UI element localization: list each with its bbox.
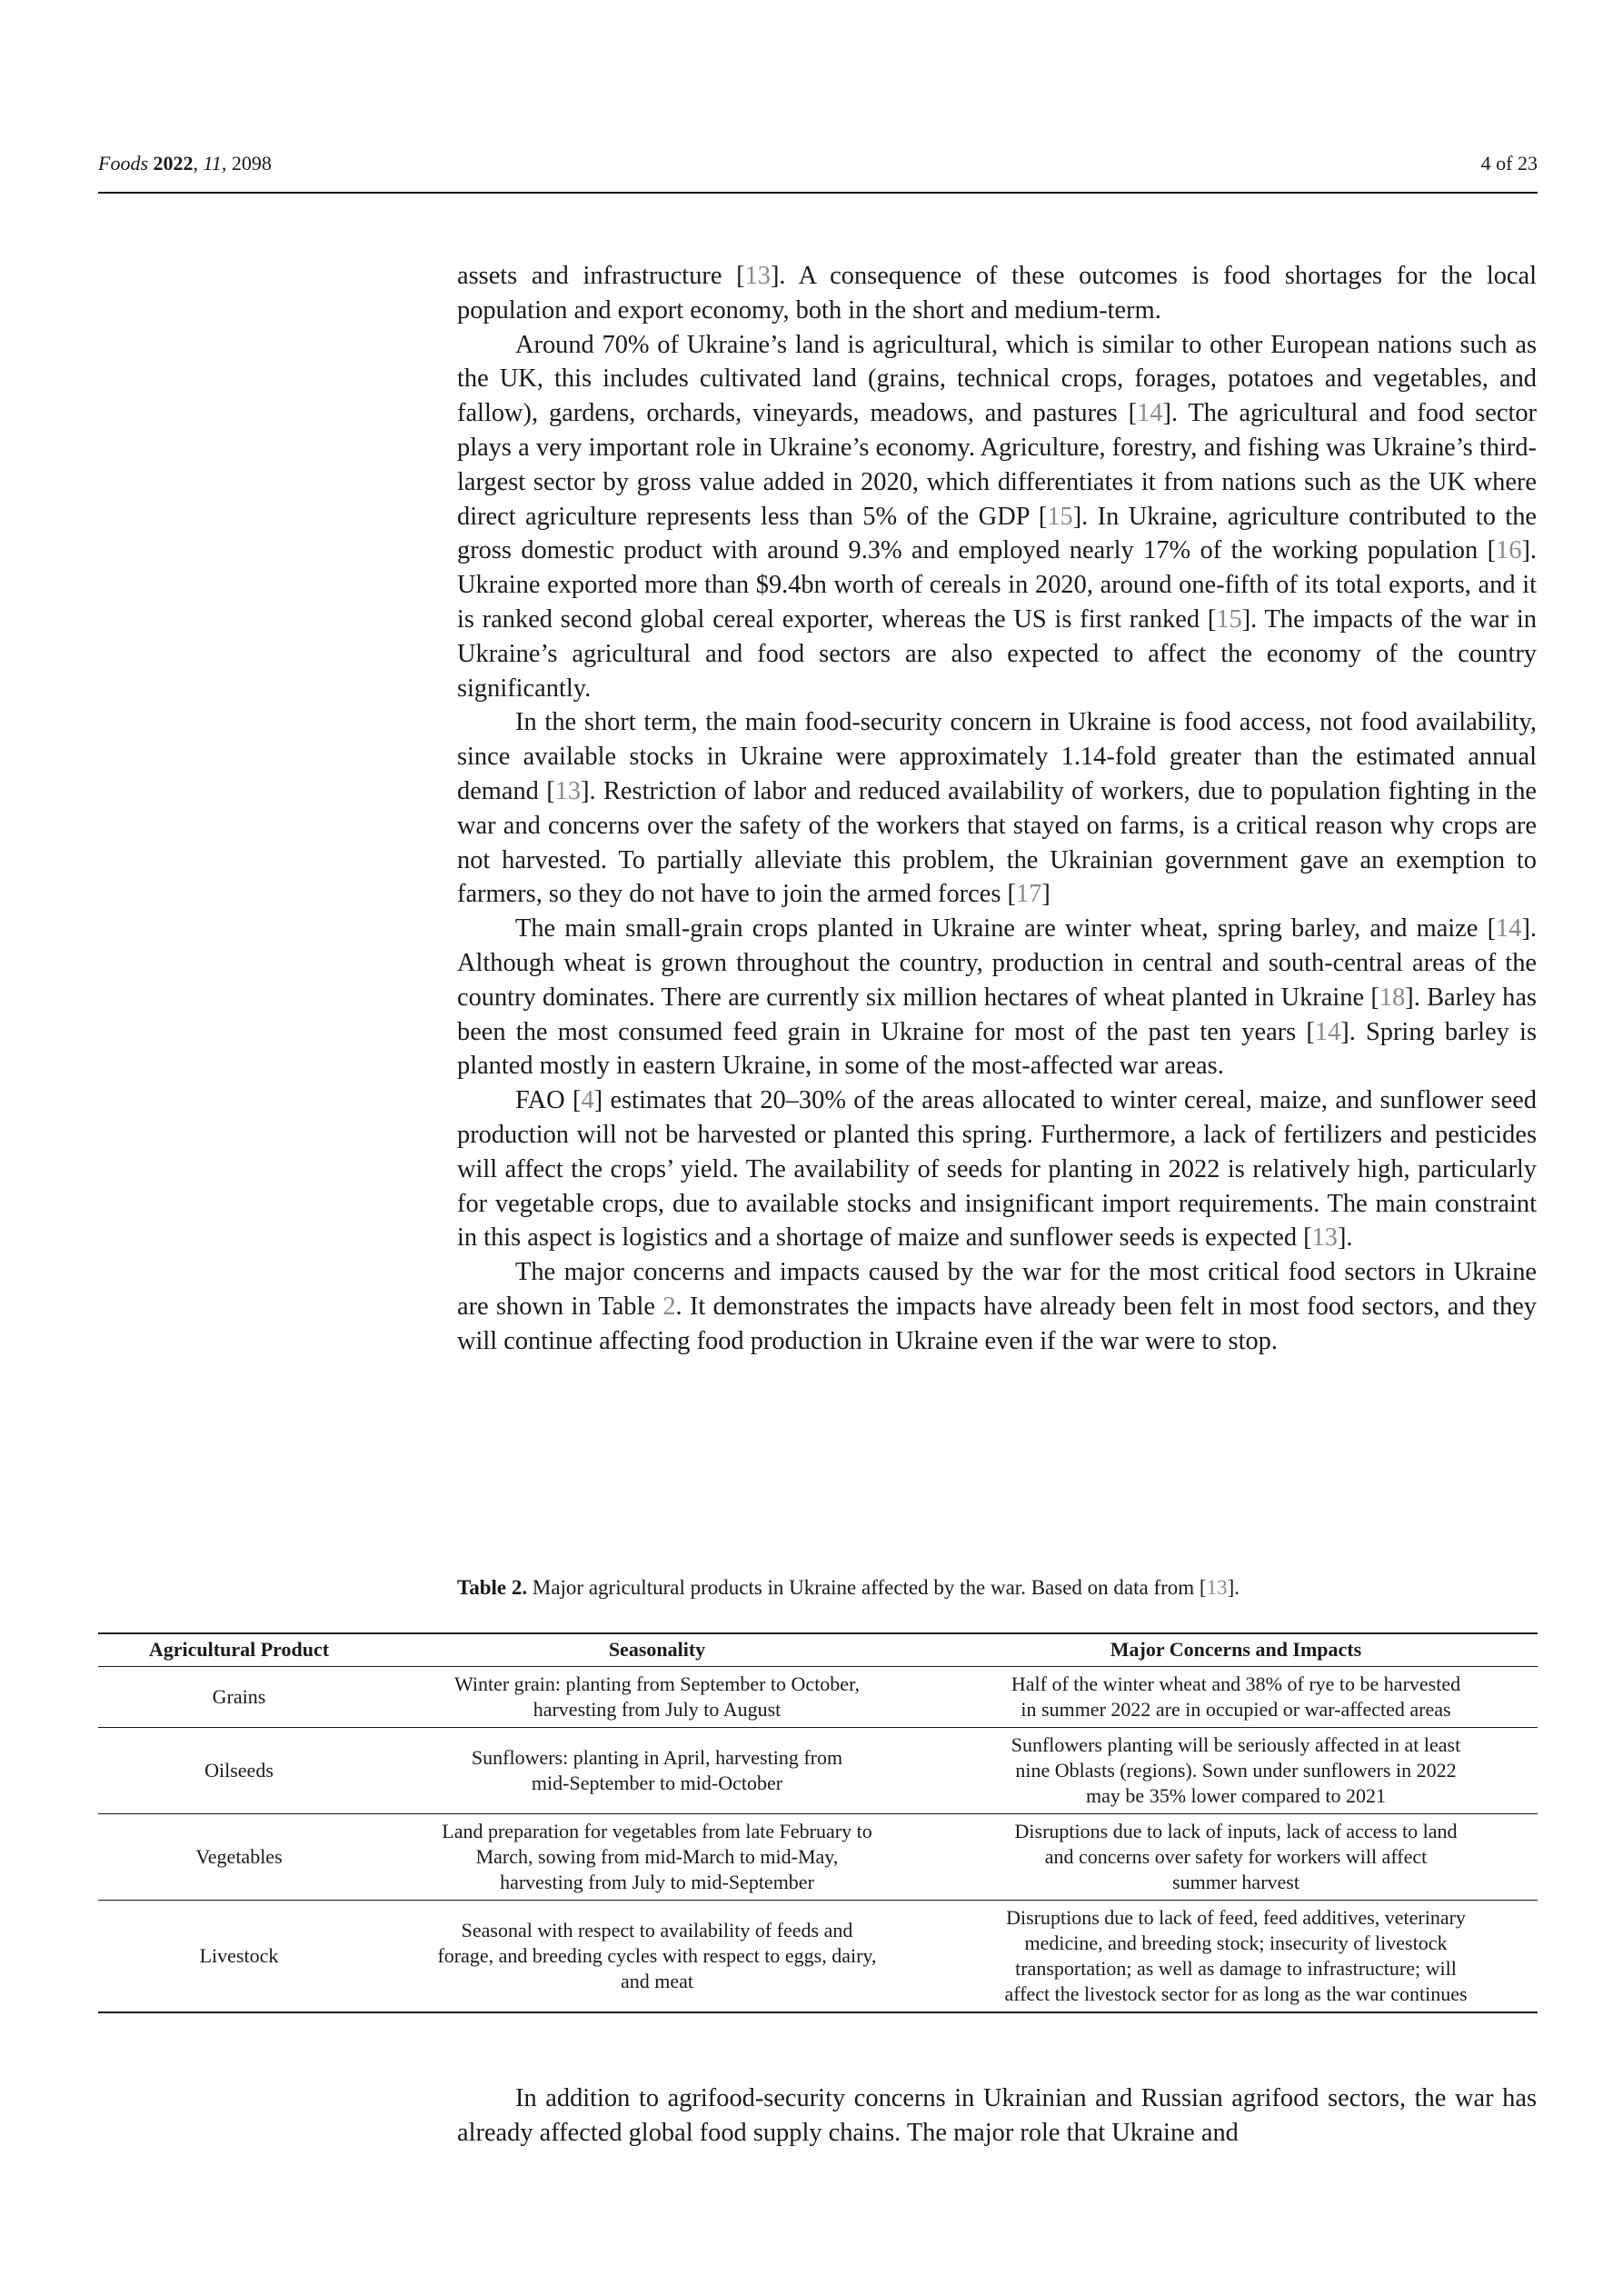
cell-line: Disruptions due to lack of inputs, lack of access to land [1014, 1820, 1458, 1842]
cell-impacts [934, 1728, 1538, 1814]
citation-link[interactable]: 13 [1206, 1576, 1228, 1599]
paragraph-text: The main small-grain crops planted in Ukraine are winter wheat, spring barley, and maize [ [515, 914, 1497, 943]
column-header-seasonality: Seasonality [380, 1633, 934, 1667]
cell-line: in summer 2022 are in occupied or war-affected areas [1021, 1698, 1451, 1721]
paragraph-text: In the short term, the main food-security concern in Ukraine is food access, not food availability, since available stocks in Ukraine were approximately 1.14-fold greater than the estimated annual demand [ [457, 708, 1537, 805]
paragraph [457, 705, 1537, 912]
citation-link[interactable]: 2 [662, 1292, 676, 1321]
paragraph-text: The major concerns and impacts caused by the war for the most critical food sectors in Ukraine are shown in Table [457, 1258, 1537, 1321]
paragraph-text: ]. A consequence of these outcomes is food shortages for the local population and export economy, both in the short and medium-term. [457, 262, 1537, 324]
cell-product: Grains [212, 1685, 266, 1708]
paragraph-text: ]. Restriction of labor and reduced availability of workers, due to population fighting in the war and concerns over the safety of the workers that stayed on farms, is a critical reason why crops are not harvested. To partially alleviate this problem, the Ukrainian government gave an exemption to farmers, so they do not have to join the armed forces [ [457, 776, 1537, 909]
cell-line: mid-September to mid-October [531, 1772, 783, 1794]
cell-line: summer harvest [1172, 1871, 1299, 1893]
cell-line: Half of the winter wheat and 38% of rye to be harvested [1011, 1672, 1461, 1695]
paragraph [457, 1083, 1537, 1255]
cell-line: affect the livestock sector for as long as the war continues [1004, 1982, 1468, 2005]
citation-link[interactable]: 13 [744, 262, 771, 290]
agricultural-impacts-table [98, 1632, 1538, 2013]
table-caption-label: Table 2. [457, 1576, 528, 1599]
cell-product: Oilseeds [98, 1728, 380, 1814]
column-header-impacts: Major Concerns and Impacts [934, 1633, 1538, 1667]
journal-name: Foods [98, 152, 148, 175]
cell-line: Sunflowers planting will be seriously affected in at least [1011, 1733, 1461, 1756]
paragraph-text: ]. The agricultural and food sector plays a very important role in Ukraine’s economy. Agriculture, forestry, and fishing was Ukraine’s third-largest sector by gross value added in 2020, which differentiates it from nations such as the UK where direct agriculture represents less than 5% of the GDP [ [457, 399, 1537, 531]
column-header-product: Agricultural Product [98, 1633, 380, 1667]
table-row [98, 1667, 1538, 1728]
cell-line: Land preparation for vegetables from late February to [442, 1820, 872, 1842]
citation-link[interactable]: 14 [1137, 399, 1163, 428]
paragraph-text: ]. Although wheat is grown throughout the country, production in central and south-central areas of the country dominates. There are currently six million hectares of wheat planted in Ukraine [ [457, 914, 1537, 1012]
paragraph-text: ]. In Ukraine, agriculture contributed to the gross domestic product with around 9.3% and employed nearly 17% of the working population [ [457, 502, 1537, 565]
citation-link[interactable]: 13 [554, 776, 582, 805]
cell-line: March, sowing from mid-March to mid-May, [475, 1845, 839, 1868]
journal-volume: 11 [203, 152, 222, 175]
paragraph-text: assets and infrastructure [ [457, 262, 745, 290]
cell-line: forage, and breeding cycles with respect to eggs, dairy, [437, 1944, 877, 1967]
cell-seasonality [380, 1667, 934, 1728]
table-row [98, 1901, 1538, 2013]
cell-line: nine Oblasts (regions). Sown under sunflowers in 2022 [1015, 1759, 1457, 1782]
citation-link[interactable]: 15 [1047, 502, 1073, 531]
table-caption-end: ]. [1227, 1576, 1240, 1599]
paragraph-text: ]. The impacts of the war in Ukraine’s agricultural and food sectors are also expected to affect the economy of the country significantly. [457, 604, 1538, 703]
citation-link[interactable]: 4 [581, 1086, 594, 1115]
citation-link[interactable]: 17 [1015, 880, 1042, 909]
cell-line: and concerns over safety for workers will affect [1044, 1845, 1428, 1868]
paragraph-text: ]. Barley has been the most consumed feed grain in Ukraine for most of the past ten years [ [457, 983, 1537, 1046]
cell-line: transportation; as well as damage to infrastructure; will [1015, 1957, 1457, 1980]
citation-link[interactable]: 14 [1496, 914, 1522, 943]
cell-impacts [934, 1814, 1538, 1901]
citation-link[interactable]: 16 [1496, 536, 1522, 565]
running-header [98, 152, 1538, 194]
table-caption-text: Major agricultural products in Ukraine affected by the war. Based on data from [ [527, 1576, 1207, 1599]
citation-link[interactable]: 14 [1314, 1017, 1341, 1046]
body-text [457, 259, 1537, 1359]
cell-line: harvesting from July to August [533, 1698, 782, 1721]
cell-line: Seasonal with respect to availability of feeds and [461, 1919, 853, 1942]
paragraph [457, 328, 1537, 706]
article-number: 2098 [231, 152, 272, 175]
paragraph-text: ]. [1337, 1223, 1353, 1253]
table-caption [457, 1574, 1537, 1602]
continuation-text [457, 2081, 1537, 2151]
cell-seasonality [380, 1728, 934, 1814]
cell-product: Livestock [98, 1901, 380, 2013]
cell-line: Winter grain: planting from September to October, [453, 1672, 861, 1695]
page-number: 4 of 23 [1480, 152, 1538, 175]
journal-citation: Foods 2022, 11, 2098 [98, 152, 272, 175]
paragraph [457, 1255, 1537, 1358]
paragraph-text: . It demonstrates the impacts have already been felt in most food sectors, and they will continue affecting food production in Ukraine even if the war were to stop. [457, 1292, 1537, 1355]
cell-product: Vegetables [98, 1814, 380, 1901]
paragraph [457, 912, 1537, 1083]
paragraph-text: ] [1041, 880, 1050, 909]
journal-year: 2022 [153, 152, 194, 175]
cell-seasonality [380, 1901, 934, 2013]
paragraph-text: FAO [ [515, 1086, 582, 1115]
table-row [98, 1728, 1538, 1814]
cell-line: Sunflowers: planting in April, harvesting from [471, 1746, 843, 1769]
cell-seasonality [380, 1814, 934, 1901]
table-row [98, 1814, 1538, 1901]
citation-link[interactable]: 15 [1216, 604, 1242, 634]
cell-line: harvesting from July to mid-September [500, 1871, 814, 1893]
table-header-row [98, 1633, 1538, 1667]
cell-impacts [934, 1667, 1538, 1728]
paragraph-text: Around 70% of Ukraine’s land is agricultural, which is similar to other European nations such as the UK, this includes cultivated land (grains, technical crops, forages, potatoes and vegetables, and fallow), gardens, orchards, vineyards, meadows, and pastures [ [457, 330, 1537, 428]
cell-line: may be 35% lower compared to 2021 [1086, 1784, 1386, 1807]
citation-link[interactable]: 18 [1379, 983, 1406, 1012]
paragraph: In addition to agrifood-security concerns in Ukrainian and Russian agrifood sectors, the war has already affected global food supply chains. The major role that Ukraine and [457, 2084, 1537, 2147]
paragraph-text: ]. Spring barley is planted mostly in eastern Ukraine, in some of the most-affected war areas. [457, 1017, 1537, 1081]
cell-line: medicine, and breeding stock; insecurity of livestock [1024, 1932, 1448, 1954]
paragraph [457, 259, 1537, 328]
cell-impacts [934, 1901, 1538, 2013]
paragraph-text: ]. Ukraine exported more than $9.4bn worth of cereals in 2020, around one-fifth of its total exports, and it is ranked second global cereal exporter, whereas the US is first ranked [ [457, 536, 1537, 634]
citation-link[interactable]: 13 [1311, 1223, 1338, 1253]
cell-line: Disruptions due to lack of feed, feed additives, veterinary [1006, 1906, 1466, 1929]
paragraph-text: ] estimates that 20–30% of the areas allocated to winter cereal, maize, and sunflower seed production will not be harvested or planted this spring. Furthermore, a lack of fertilizers and pesticides will affect the crops’ yield. The availability of seeds for planting in 2022 is relatively high, particularly for vegetable crops, due to available stocks and insignificant import requirements. The main constraint in this aspect is logistics and a shortage of maize and sunflower seeds is expected [ [457, 1086, 1537, 1253]
cell-line: and meat [620, 1970, 694, 1992]
